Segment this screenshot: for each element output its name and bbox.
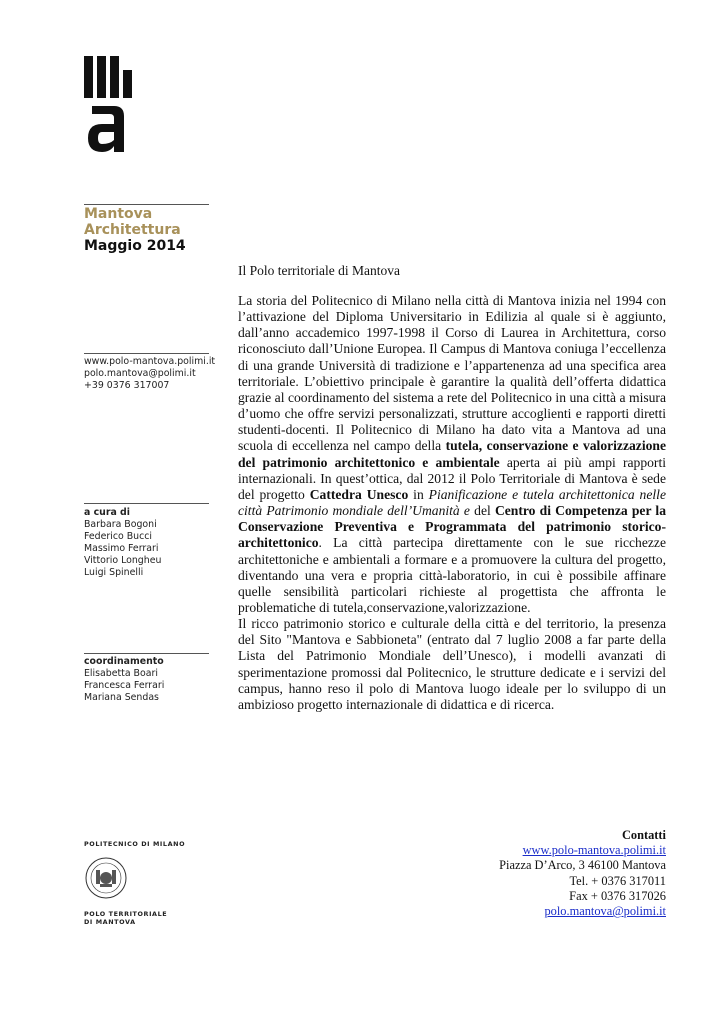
- paragraph-1: [238, 293, 666, 616]
- contacts-block: [499, 828, 666, 919]
- institution-name: POLITECNICO DI MILANO: [84, 840, 186, 848]
- polo-line-1: POLO TERRITORIALE: [84, 910, 168, 918]
- text-run: La storia del Politecnico di Milano nella città di Mantova inizia nel 1994 con l’attivazione del Diploma Universitario in Edilizia al quale si è aggiunto, dall’anno accademico 1997-1998 il Corso di Laurea in Architettura, corso riconosciuto dall’Unione Europea. Il Campus di Mantova coniuga l’eccellenza di una grande Università di tradizione e l’appartenenza ad una specifica area territoriale. L’obiettivo principale è garantire la qualità dell’offerta didattica grazie al coordinamento del sistema a rete del Politecnico in una città a misura d’uomo che offre servizi personalizzati, strutture accoglienti e rapporti diretti studenti-docenti. Il Politecnico di Milano ha dato vita a Mantova ad una scuola di eccellenza nel campo della: [238, 293, 666, 454]
- divider: [84, 204, 209, 205]
- brand-block: [84, 206, 186, 254]
- text-run: in: [408, 486, 429, 502]
- divider: [84, 653, 209, 654]
- curator-name: Federico Bucci: [84, 531, 152, 542]
- ma-logo: [84, 56, 132, 152]
- contacts-tel: Tel. + 0376 317011: [569, 873, 666, 888]
- text-run-bold: Centro di Competenza per la Conservazione Preventiva e Programmata del patrimonio storico-architettonico: [238, 503, 666, 551]
- divider: [84, 503, 209, 504]
- coordination-heading: coordinamento: [84, 656, 164, 667]
- polo-label: [84, 910, 167, 926]
- sidebar-contact: [84, 356, 215, 392]
- curated-heading: a cura di: [84, 507, 130, 518]
- brand-date: Maggio 2014: [84, 238, 186, 254]
- coordination: [84, 656, 164, 704]
- contacts-email-link[interactable]: polo.mantova@polimi.it: [544, 904, 666, 919]
- brand-line-2: Architettura: [84, 222, 181, 238]
- curator-name: Barbara Bogoni: [84, 519, 157, 530]
- coordinator-name: Francesca Ferrari: [84, 680, 165, 691]
- body-text: [238, 293, 666, 713]
- text-run: aperta ai più ampi rapporti internazionali. In quest’ottica, dal 2012 il Polo Territoriale di Mantova è sede del progetto: [238, 454, 666, 502]
- contacts-address: Piazza D’Arco, 3 46100 Mantova: [499, 858, 666, 873]
- contacts-heading: Contatti: [621, 828, 666, 842]
- curated-by: [84, 507, 161, 579]
- sidebar-web[interactable]: www.polo-mantova.polimi.it: [84, 356, 216, 367]
- coordinator-name: Mariana Sendas: [84, 692, 159, 703]
- text-run: del: [469, 503, 495, 519]
- text-run: . La città partecipa direttamente con le sue ricchezze architettoniche e ambientali a formare e a promuovere la cultura del progetto, diventando una vera e propria città-laboratorio, in cui è possibile affinare quelle sensibilità particolari richieste al progettista che affronta le problematiche di tutela,conservazione,valorizzazione.: [238, 535, 666, 615]
- sidebar-email[interactable]: polo.mantova@polimi.it: [84, 368, 196, 379]
- page-title: Il Polo territoriale di Mantova: [238, 263, 400, 278]
- brand-line-1: Mantova: [84, 206, 153, 222]
- coordinator-name: Elisabetta Boari: [84, 668, 158, 679]
- divider: [84, 353, 209, 354]
- curator-name: Vittorio Longheu: [84, 555, 162, 566]
- curator-name: Luigi Spinelli: [84, 567, 144, 578]
- curator-name: Massimo Ferrari: [84, 543, 159, 554]
- polo-line-2: DI MANTOVA: [84, 918, 136, 926]
- contacts-fax: Fax + 0376 317026: [569, 888, 666, 903]
- politecnico-seal-icon: [84, 856, 128, 900]
- text-run-bold: tutela, conservazione e valorizzazione del patrimonio architettonico e ambientale: [238, 438, 667, 470]
- text-run-italic: Pianificazione e tutela architettonica nelle città Patrimonio mondiale dell’Umanità e: [238, 486, 666, 519]
- text-run-bold: Cattedra Unesco: [309, 486, 409, 502]
- sidebar-phone: +39 0376 317007: [84, 380, 170, 391]
- paragraph-2: Il ricco patrimonio storico e culturale della città e del territorio, la presenza del Sito "Mantova e Sabbioneta" (entrato dal 7 luglio 2008 a far parte della Lista del Patrimonio Mondiale dell’Unesco), i modelli avanzati di sperimentazione promossi dal Politecnico, le strutture dedicate e i servizi del campus, hanno reso il polo di Mantova luogo ideale per lo sviluppo di un ambizioso progetto internazionale di didattica e di ricerca.: [238, 616, 666, 712]
- contacts-web-link[interactable]: www.polo-mantova.polimi.it: [522, 843, 666, 858]
